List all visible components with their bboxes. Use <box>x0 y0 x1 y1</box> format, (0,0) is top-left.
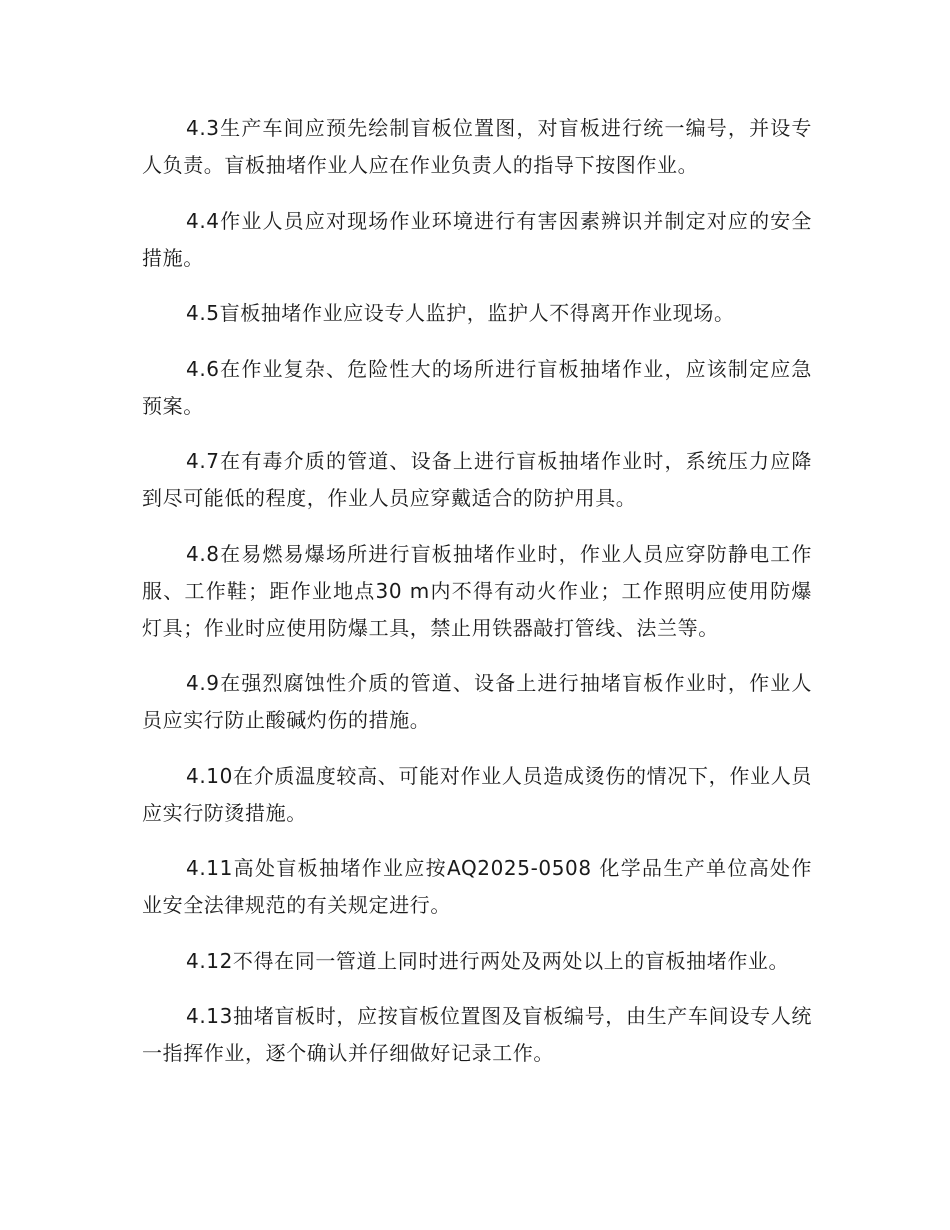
document-body <box>142 110 812 1091</box>
paragraph-4-6: 4.6在作业复杂、危险性大的场所进行盲板抽堵作业，应该制定应急预案。 <box>142 356 812 418</box>
paragraph-4-11: 4.11高处盲板抽堵作业应按AQ2025-0508 化学品生产单位高处作业安全法律规范的有关规定进行。 <box>142 856 812 917</box>
paragraph-4-13: 4.13抽堵盲板时，应按盲板位置图及盲板编号，由生产车间设专人统一指挥作业，逐个确认并仔细做好记录工作。 <box>142 1004 812 1065</box>
paragraph-4-3: 4.3生产车间应预先绘制盲板位置图，对盲板进行统一编号，并设专人负责。盲板抽堵作业人应在作业负责人的指导下按图作业。 <box>142 116 812 177</box>
paragraph-4-9: 4.9在强烈腐蚀性介质的管道、设备上进行抽堵盲板作业时，作业人员应实行防止酸碱灼伤的措施。 <box>142 671 812 732</box>
paragraph-4-10: 4.10在介质温度较高、可能对作业人员造成烫伤的情况下，作业人员应实行防烫措施。 <box>142 763 812 825</box>
paragraph-4-8: 4.8在易燃易爆场所进行盲板抽堵作业时，作业人员应穿防静电工作服、工作鞋；距作业地点30 m内不得有动火作业；工作照明应使用防爆灯具；作业时应使用防爆工具，禁止用铁器敲打管线、法兰等。 <box>142 541 812 640</box>
paragraph-4-7: 4.7在有毒介质的管道、设备上进行盲板抽堵作业时，系统压力应降到尽可能低的程度，作业人员应穿戴适合的防护用具。 <box>142 449 812 510</box>
paragraph-4-4: 4.4作业人员应对现场作业环境进行有害因素辨识并制定对应的安全措施。 <box>142 208 812 270</box>
paragraph-4-5: 4.5盲板抽堵作业应设专人监护，监护人不得离开作业现场。 <box>186 301 735 325</box>
paragraph-4-12: 4.12不得在同一管道上同时进行两处及两处以上的盲板抽堵作业。 <box>186 948 790 973</box>
